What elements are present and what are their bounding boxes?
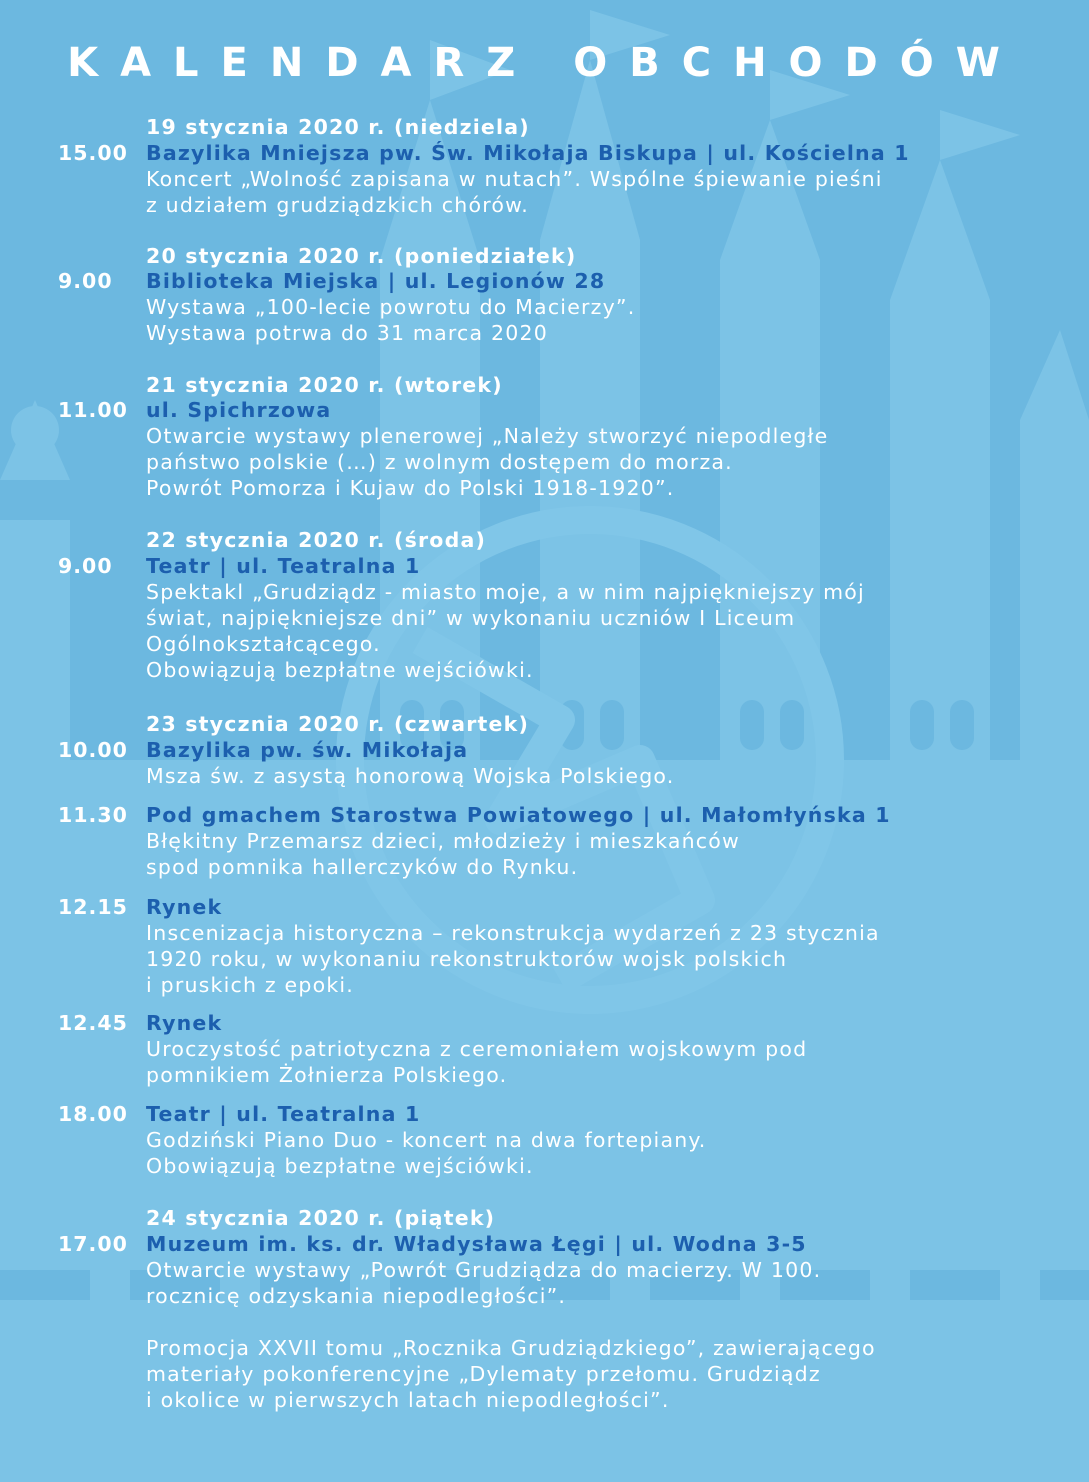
event-description: Ogólnokształcącego. (146, 632, 381, 656)
event-description: pomnikiem Żołnierza Polskiego. (146, 1063, 508, 1087)
event-place: Teatr | ul. Teatralna 1 (146, 554, 421, 578)
event-time: 18.00 (58, 1102, 128, 1126)
event-date: 24 stycznia 2020 r. (piątek) (146, 1206, 496, 1230)
event-description: Inscenizacja historyczna – rekonstrukcja wydarzeń z 23 stycznia (146, 921, 880, 945)
event-description: Obowiązują bezpłatne wejściówki. (146, 658, 534, 682)
event-place: Teatr | ul. Teatralna 1 (146, 1102, 421, 1126)
event-place: ul. Spichrzowa (146, 398, 332, 422)
event-time: 11.30 (58, 803, 128, 827)
event-place: Muzeum im. ks. dr. Władysława Łęgi | ul. Wodna 3-5 (146, 1232, 807, 1256)
event-time: 17.00 (58, 1232, 128, 1256)
event-description: Spektakl „Grudziądz - miasto moje, a w nim najpiękniejszy mój (146, 580, 865, 604)
event-description: i okolice w pierwszych latach niepodległości”. (146, 1388, 670, 1412)
event-description: Wystawa potrwa do 31 marca 2020 (146, 321, 548, 345)
event-description: 1920 roku, w wykonaniu rekonstruktorów wojsk polskich (146, 947, 788, 971)
event-time: 11.00 (58, 398, 128, 422)
event-description: i pruskich z epoki. (146, 973, 355, 997)
event-description: Wystawa „100-lecie powrotu do Macierzy”. (146, 295, 636, 319)
event-description: Uroczystość patriotyczna z ceremoniałem wojskowym pod (146, 1037, 808, 1061)
event-date: 21 stycznia 2020 r. (wtorek) (146, 373, 503, 397)
event-time: 15.00 (58, 141, 128, 165)
event-place: Rynek (146, 895, 223, 919)
event-description: Godziński Piano Duo - koncert na dwa fortepiany. (146, 1128, 707, 1152)
event-description: Otwarcie wystawy plenerowej „Należy stworzyć niepodległe (146, 424, 829, 448)
event-date: 19 stycznia 2020 r. (niedziela) (146, 115, 530, 139)
event-place: Biblioteka Miejska | ul. Legionów 28 (146, 269, 606, 293)
event-date: 22 stycznia 2020 r. (środa) (146, 528, 487, 552)
event-description: spod pomnika hallerczyków do Rynku. (146, 855, 579, 879)
event-date: 20 stycznia 2020 r. (poniedziałek) (146, 244, 577, 268)
event-description: świat, najpiękniejsze dni” w wykonaniu uczniów I Liceum (146, 606, 796, 630)
event-date: 23 stycznia 2020 r. (czwartek) (146, 712, 530, 736)
event-place: Bazylika Mniejsza pw. Św. Mikołaja Biskupa | ul. Kościelna 1 (146, 141, 910, 165)
event-place: Pod gmachem Starostwa Powiatowego | ul. Małomłyńska 1 (146, 803, 891, 827)
event-time: 12.45 (58, 1011, 128, 1035)
page-title: KALENDARZ OBCHODÓW (67, 40, 1022, 86)
event-description: rocznicę odzyskania niepodległości”. (146, 1284, 567, 1308)
event-description: Koncert „Wolność zapisana w nutach”. Wspólne śpiewanie pieśni (146, 167, 883, 191)
event-description: Błękitny Przemarsz dzieci, młodzieży i mieszkańców (146, 829, 740, 853)
event-description: Msza św. z asystą honorową Wojska Polskiego. (146, 764, 675, 788)
event-description: Otwarcie wystawy „Powrót Grudziądza do macierzy. W 100. (146, 1258, 822, 1282)
event-time: 10.00 (58, 738, 128, 762)
event-description: Promocja XXVII tomu „Rocznika Grudziądzkiego”, zawierającego (146, 1336, 876, 1360)
event-time: 12.15 (58, 895, 128, 919)
event-place: Bazylika pw. św. Mikołaja (146, 738, 469, 762)
event-description: Obowiązują bezpłatne wejściówki. (146, 1154, 534, 1178)
event-place: Rynek (146, 1011, 223, 1035)
event-time: 9.00 (58, 554, 113, 578)
event-description: z udziałem grudziądzkich chórów. (146, 193, 529, 217)
event-description: Powrót Pomorza i Kujaw do Polski 1918-1920”. (146, 476, 675, 500)
event-time: 9.00 (58, 269, 113, 293)
event-description: państwo polskie (…) z wolnym dostępem do morza. (146, 450, 733, 474)
event-description: materiały pokonferencyjne „Dylematy przełomu. Grudziądz (146, 1362, 821, 1386)
